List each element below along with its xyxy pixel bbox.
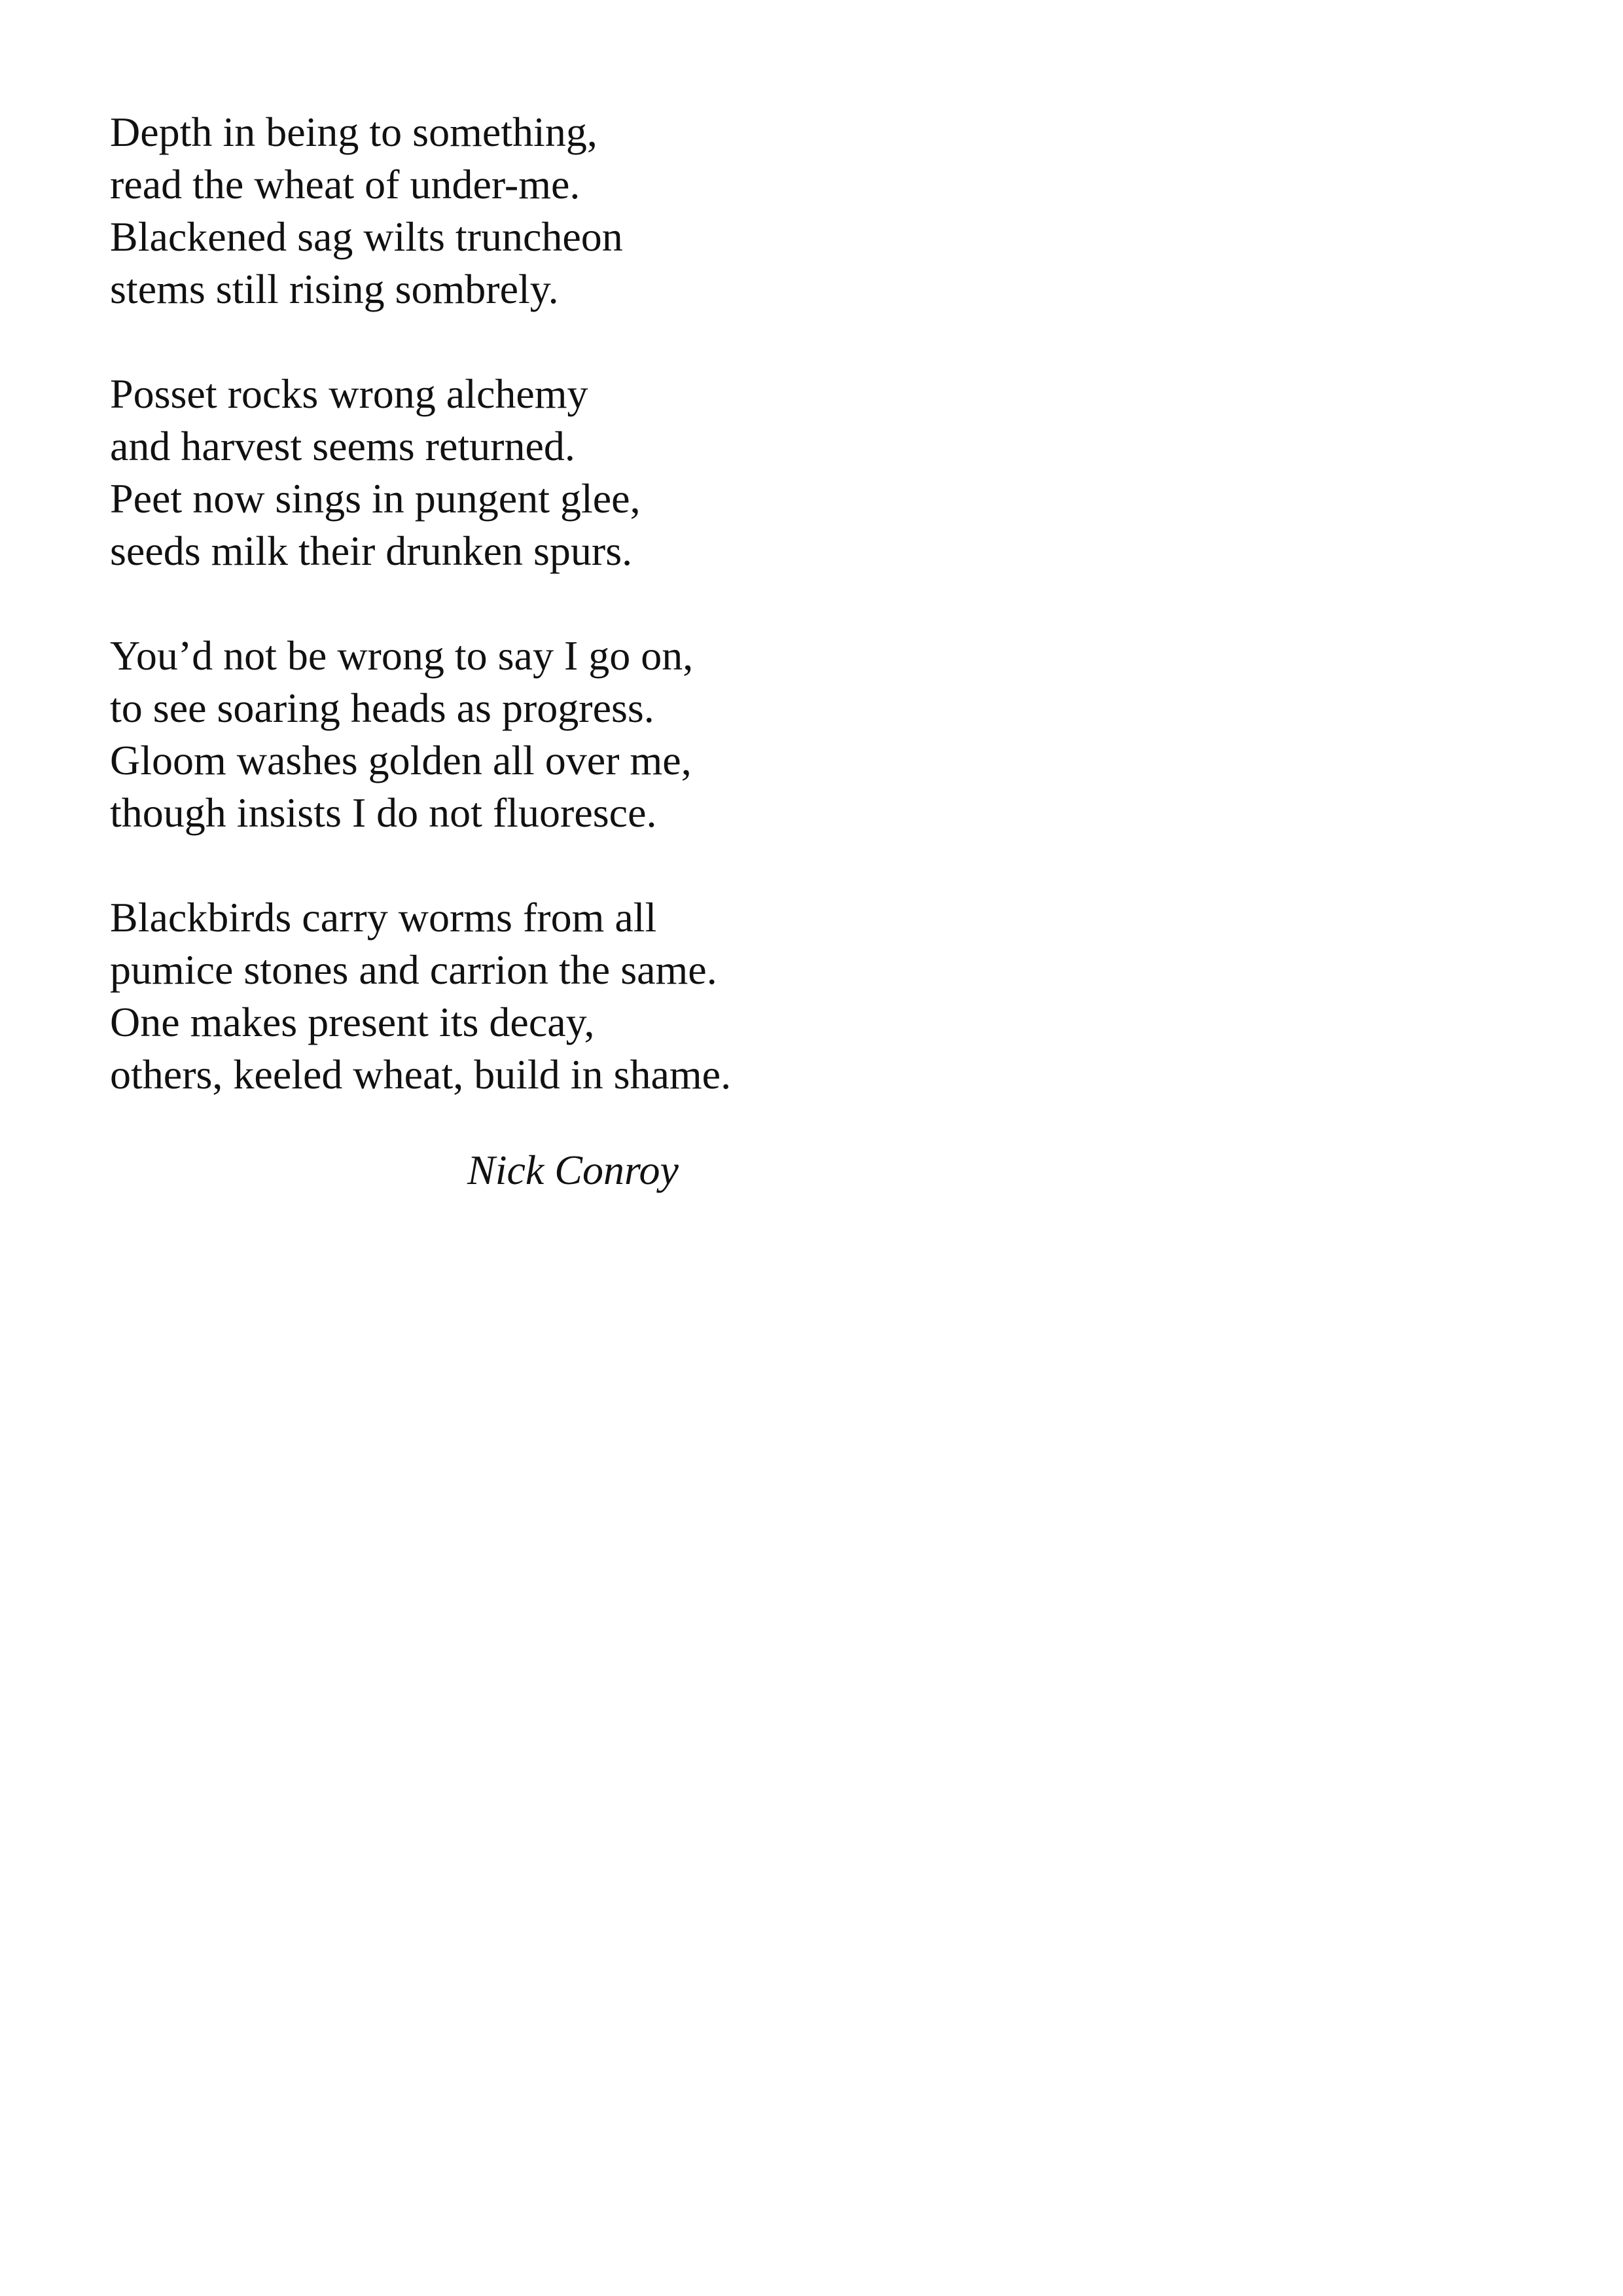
author-signature: Nick Conroy [467,1147,679,1193]
poem-line: pumice stones and carrion the same. [110,946,717,993]
poem-line: read the wheat of under-me. [110,161,580,207]
stanza-3 [110,630,1092,839]
poem-line: One makes present its decay, [110,999,595,1045]
stanza-1 [110,106,1092,315]
poem-line: though insists I do not fluoresce. [110,789,657,836]
poem-line: Blackened sag wilts truncheon [110,213,623,260]
poem-line: Gloom washes golden all over me, [110,737,692,783]
poem-line: Blackbirds carry worms from all [110,894,657,941]
poem-line: stems still rising sombrely. [110,266,559,312]
stanza-4 [110,891,1092,1101]
poem-line: Posset rocks wrong alchemy [110,370,588,417]
stanza-2 [110,368,1092,577]
poem-body [110,106,1092,1101]
poem-line: and harvest seems returned. [110,423,575,469]
poem-line: to see soaring heads as progress. [110,685,654,731]
poem-line: seeds milk their drunken spurs. [110,528,633,574]
poem-line: Peet now sings in pungent glee, [110,475,641,522]
poem-line: You’d not be wrong to say I go on, [110,632,694,679]
poem-line: others, keeled wheat, build in shame. [110,1051,732,1098]
poem-line: Depth in being to something, [110,109,597,155]
